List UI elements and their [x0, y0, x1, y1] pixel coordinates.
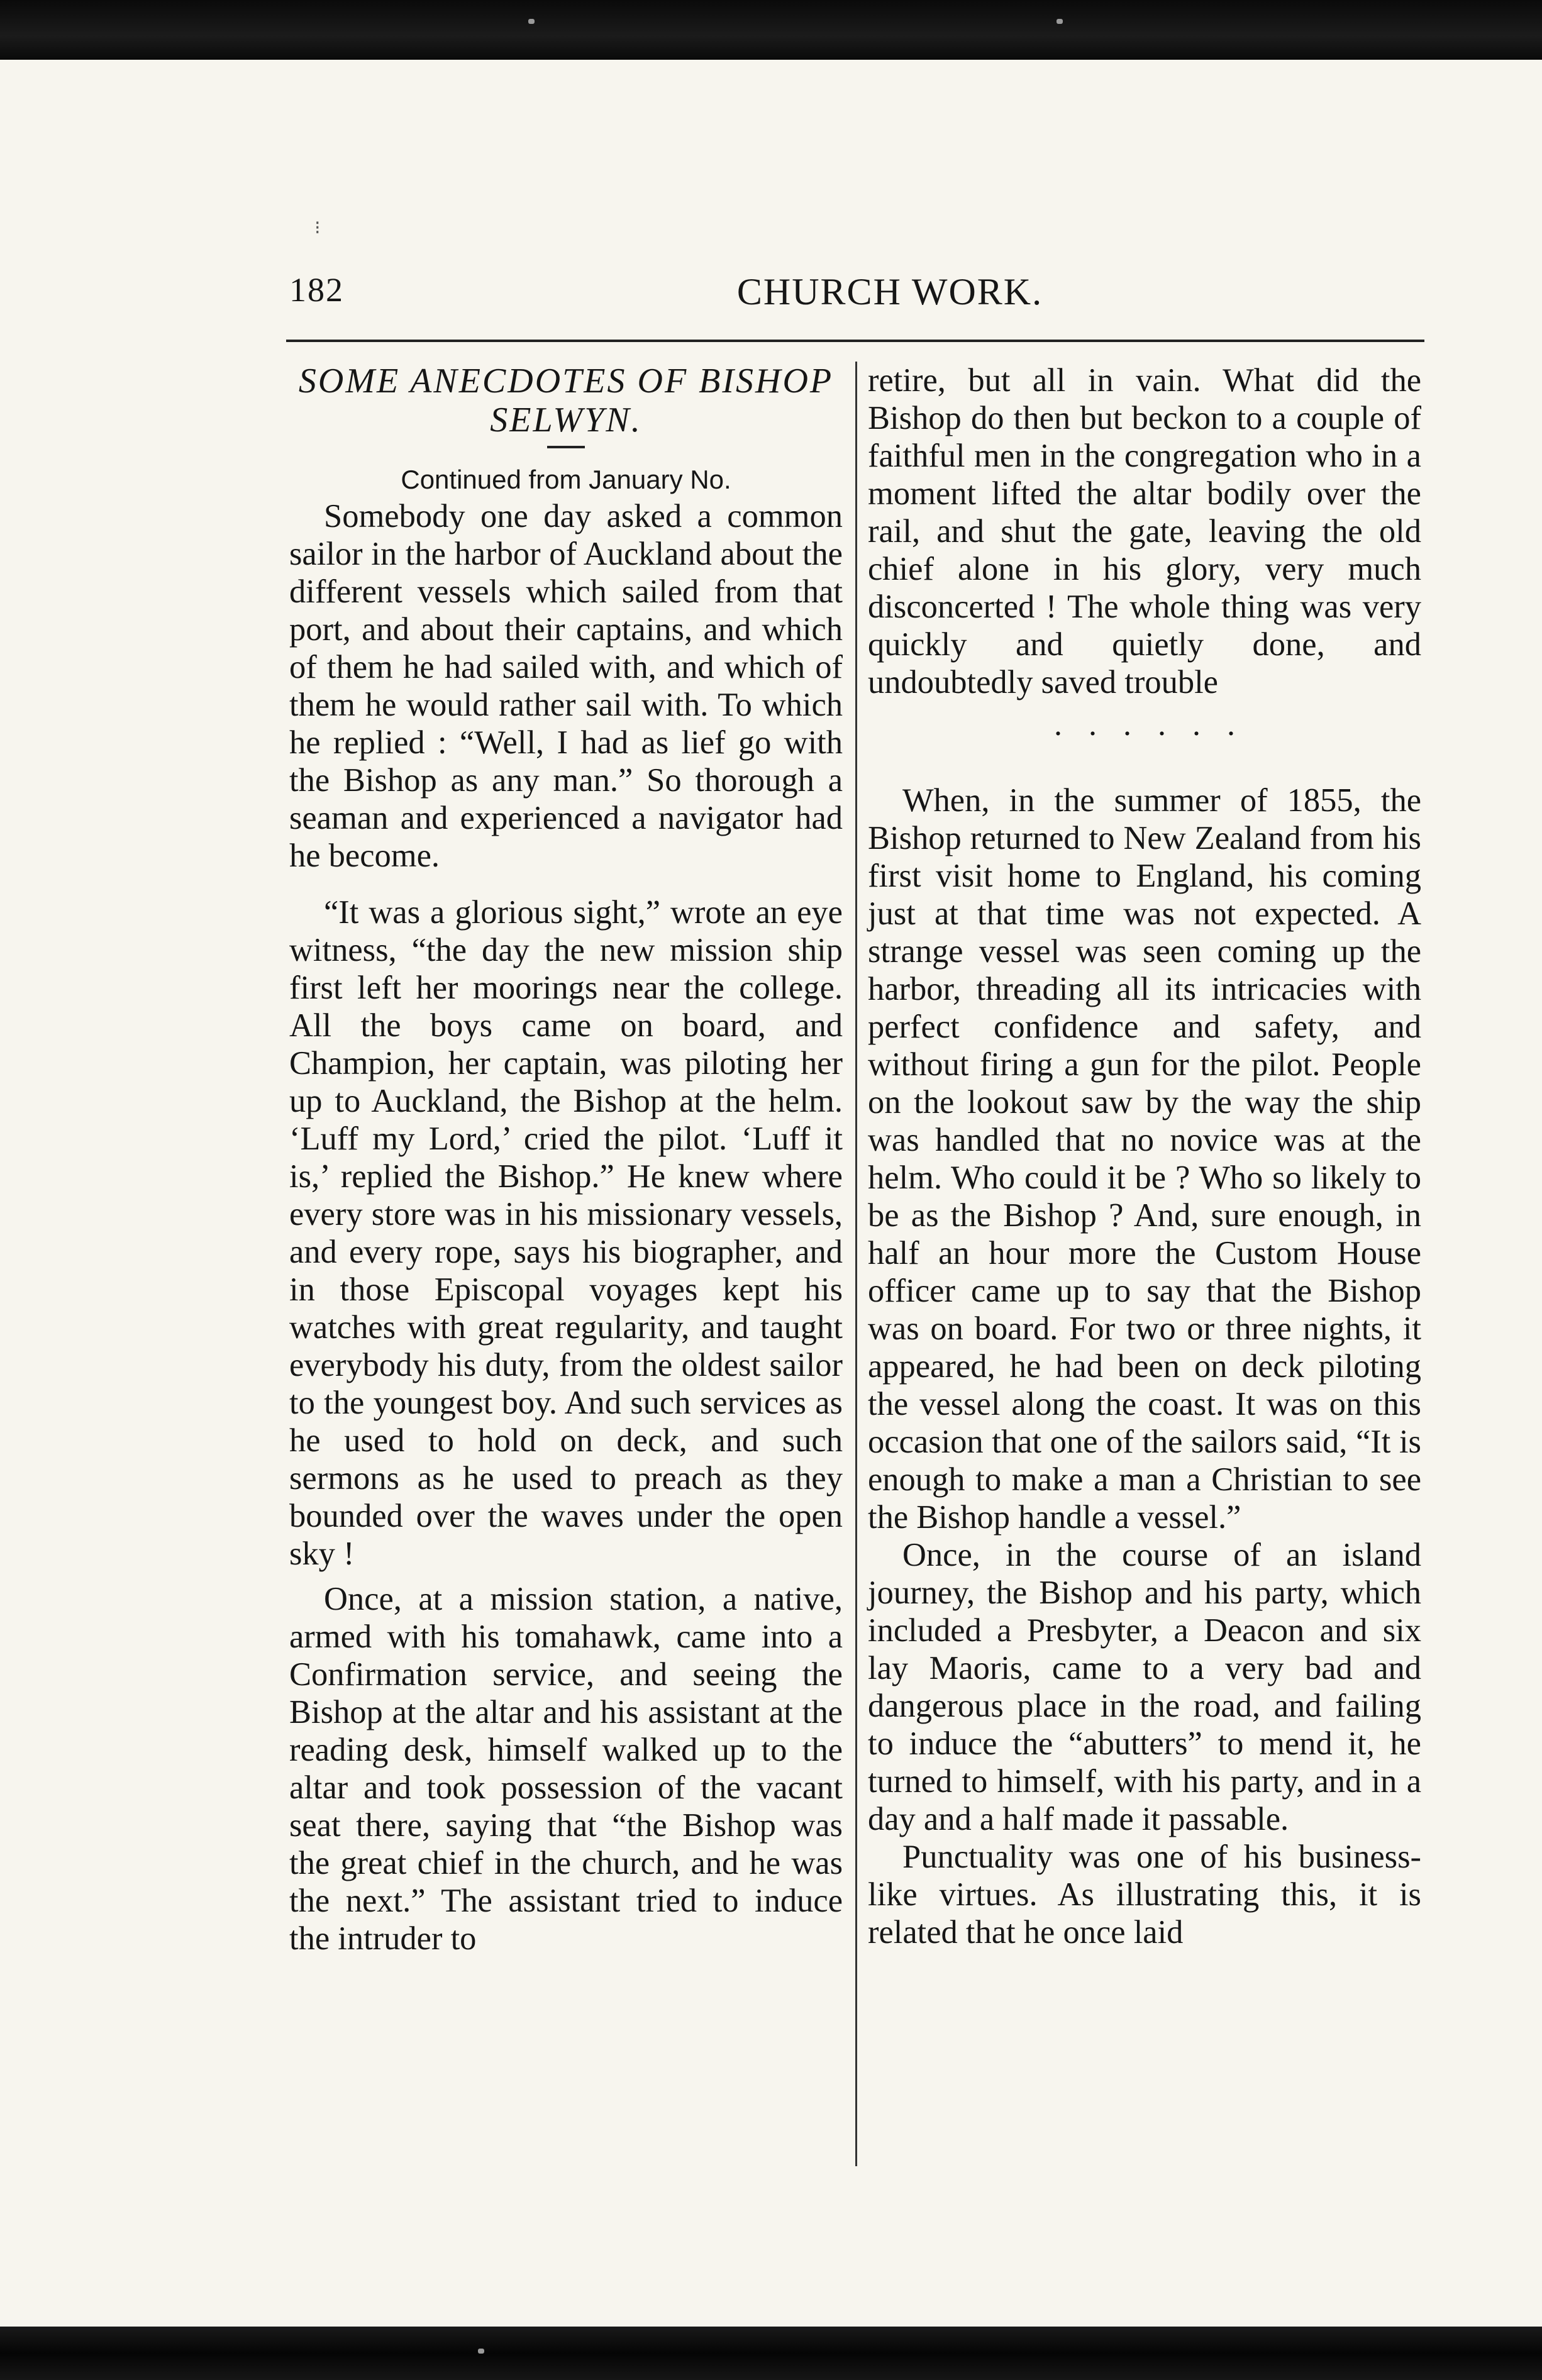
left-column [289, 362, 843, 1957]
paragraph: Once, in the course of an island journey, the Bishop and his party, which included a Presbyter, a Deacon and six lay Maoris, came to a very bad and dangerous place in the road, and failing to induce the “abutters” to mend it, he turned to himself, with his party, and in a day and a half made it passable. [868, 1537, 1421, 1837]
scan-speck [478, 2349, 484, 2354]
scan-border-bottom [0, 2327, 1542, 2380]
column-rule [855, 362, 857, 2166]
paragraph: retire, but all in vain. What did the Bishop do then but beckon to a couple of faithful men in the congregation who in a moment lifted the altar bodily over the rail, and shut the gate, leaving the old chief alone in his glory, very much disconcerted ! The whole thing was very quickly and quietly done, and undoubtedly saved trouble [868, 362, 1421, 700]
page-number: 182 [289, 271, 344, 309]
ellipsis-separator: ...... [1054, 707, 1262, 743]
paragraph: Once, at a mission station, a native, armed with his tomahawk, came into a Confirmation service, and seeing the Bishop at the altar and his assistant at the reading desk, himself walked up to the altar and took possession of the vacant seat there, saying that “the Bishop was the great chief in the church, and he was the next.” The assistant tried to induce the intruder to [289, 1581, 843, 1957]
title-dash [547, 446, 585, 448]
header-rule [286, 340, 1424, 342]
paragraph: When, in the summer of 1855, the Bishop returned to New Zealand from his first visit home to England, his coming just at that time was not expected. A strange vessel was seen coming up the harbor, threading all its intricacies with perfect confidence and safety, and without firing a gun for the pilot. People on the lookout saw by the way the ship was handled that no novice was at the helm. Who could it be ? Who so likely to be as the Bishop ? And, sure enough, in half an hour more the Custom House officer came up to say that the Bishop was on board. For two or three nights, it appeared, he had been on deck piloting the vessel along the coast. It was on this occasion that one of the sailors said, “It is enough to make a man a Christian to see the Bishop handle a vessel.” [868, 782, 1421, 1536]
journal-title: CHURCH WORK. [736, 271, 1043, 313]
scan-speck [528, 19, 535, 24]
paragraph: Punctuality was one of his business-like virtues. As illustrating this, it is related that he once laid [868, 1839, 1421, 1951]
right-column [868, 362, 1421, 1951]
paragraph: “It was a glorious sight,” wrote an eye witness, “the day the new mission ship first left her moorings near the college. All the boys came on board, and Champion, her captain, was piloting her up to Auckland, the Bishop at the helm. ‘Luff my Lord,’ cried the pilot. ‘Luff it is,’ replied the Bishop.” He knew where every store was in his missionary vessels, and every rope, says his biographer, and in those Episcopal voyages kept his watches with great regularity, and taught everybody his duty, from the oldest sailor to the youngest boy. And such services as he used to hold on deck, and such sermons as he used to preach as they bounded over the waves under the open sky ! [289, 894, 843, 1572]
article-title: SOME ANECDOTES OF BISHOP SELWYN. [298, 362, 834, 440]
running-head [289, 270, 1421, 327]
stray-mark: ⁝ [314, 218, 321, 238]
scan-speck [1057, 19, 1063, 24]
scan-border-top [0, 0, 1542, 60]
continued-note: Continued from January No. [401, 465, 731, 494]
paragraph: Somebody one day asked a common sailor in the harbor of Auckland about the different vessels which sailed from that port, and about their captains, and which of them he had sailed with, and which of them he would rather sail with. To which he replied : “Well, I had as lief go with the Bishop as any man.” So thorough a seaman and experienced a navigator had he become. [289, 498, 843, 874]
